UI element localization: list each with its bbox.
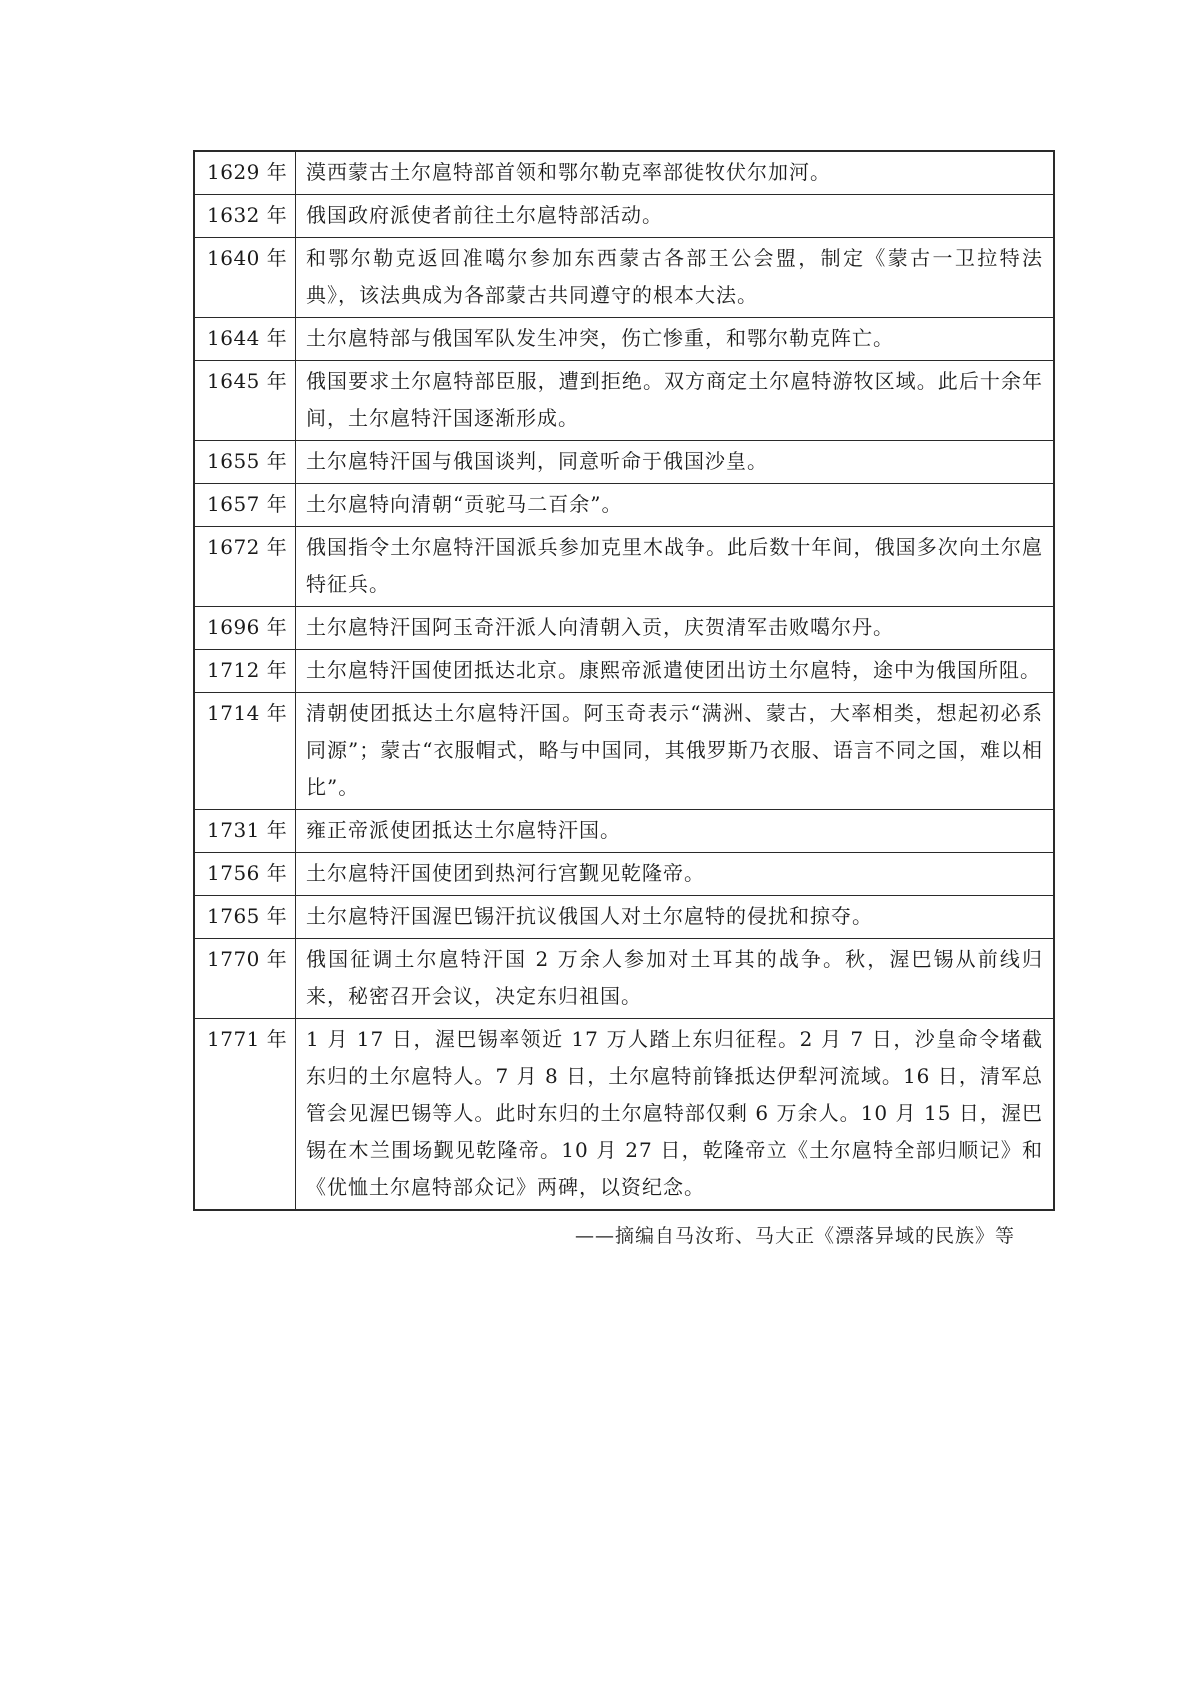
year-cell: 1771 年 xyxy=(194,1019,296,1211)
timeline-row xyxy=(194,650,1054,693)
timeline-row xyxy=(194,484,1054,527)
event-cell: 漠西蒙古土尔扈特部首领和鄂尔勒克率部徙牧伏尔加河。 xyxy=(296,151,1055,195)
year-cell: 1672 年 xyxy=(194,527,296,607)
year-cell: 1644 年 xyxy=(194,318,296,361)
year-cell: 1632 年 xyxy=(194,195,296,238)
event-cell: 俄国要求土尔扈特部臣服，遭到拒绝。双方商定土尔扈特游牧区域。此后十余年间，土尔扈特汗国逐渐形成。 xyxy=(296,361,1055,441)
year-cell: 1756 年 xyxy=(194,853,296,896)
year-cell: 1765 年 xyxy=(194,896,296,939)
timeline-row xyxy=(194,195,1054,238)
timeline-row xyxy=(194,527,1054,607)
timeline-row xyxy=(194,318,1054,361)
timeline-row xyxy=(194,853,1054,896)
year-cell: 1640 年 xyxy=(194,238,296,318)
timeline-row xyxy=(194,939,1054,1019)
source-citation: ——摘编自马汝珩、马大正《漂落异域的民族》等 xyxy=(574,1225,1015,1247)
year-cell: 1657 年 xyxy=(194,484,296,527)
year-cell: 1645 年 xyxy=(194,361,296,441)
year-cell: 1629 年 xyxy=(194,151,296,195)
timeline-row xyxy=(194,361,1054,441)
timeline-row xyxy=(194,607,1054,650)
year-cell: 1696 年 xyxy=(194,607,296,650)
event-cell: 俄国政府派使者前往土尔扈特部活动。 xyxy=(296,195,1055,238)
timeline-row xyxy=(194,238,1054,318)
year-cell: 1712 年 xyxy=(194,650,296,693)
timeline-row xyxy=(194,151,1054,195)
event-cell: 雍正帝派使团抵达土尔扈特汗国。 xyxy=(296,810,1055,853)
event-cell: 土尔扈特汗国阿玉奇汗派人向清朝入贡，庆贺清军击败噶尔丹。 xyxy=(296,607,1055,650)
event-cell: 土尔扈特汗国与俄国谈判，同意听命于俄国沙皇。 xyxy=(296,441,1055,484)
timeline-row xyxy=(194,441,1054,484)
event-cell: 土尔扈特汗国使团到热河行宫觐见乾隆帝。 xyxy=(296,853,1055,896)
event-cell: 土尔扈特汗国使团抵达北京。康熙帝派遣使团出访土尔扈特，途中为俄国所阻。 xyxy=(296,650,1055,693)
event-cell: 1 月 17 日，渥巴锡率领近 17 万人踏上东归征程。2 月 7 日，沙皇命令堵截东归的土尔扈特人。7 月 8 日，土尔扈特前锋抵达伊犁河流域。16 日，清军总管会见渥巴锡等人。此时东归的土尔扈特部仅剩 6 万余人。10 月 15 日，渥巴锡在木兰围场觐见乾隆帝。10 月 27 日，乾隆帝立《土尔扈特全部归顺记》和《优恤土尔扈特部众记》两碑，以资纪念。 xyxy=(296,1019,1055,1211)
timeline-table xyxy=(193,150,1055,1211)
event-cell: 土尔扈特部与俄国军队发生冲突，伤亡惨重，和鄂尔勒克阵亡。 xyxy=(296,318,1055,361)
event-cell: 土尔扈特向清朝“贡驼马二百余”。 xyxy=(296,484,1055,527)
event-cell: 清朝使团抵达土尔扈特汗国。阿玉奇表示“满洲、蒙古，大率相类，想起初必系同源”；蒙古“衣服帽式，略与中国同，其俄罗斯乃衣服、语言不同之国，难以相比”。 xyxy=(296,693,1055,810)
timeline-row xyxy=(194,693,1054,810)
event-cell: 俄国征调土尔扈特汗国 2 万余人参加对土耳其的战争。秋，渥巴锡从前线归来，秘密召开会议，决定东归祖国。 xyxy=(296,939,1055,1019)
year-cell: 1731 年 xyxy=(194,810,296,853)
timeline-row xyxy=(194,896,1054,939)
timeline-row xyxy=(194,1019,1054,1211)
timeline-body xyxy=(194,151,1054,1210)
year-cell: 1655 年 xyxy=(194,441,296,484)
year-cell: 1714 年 xyxy=(194,693,296,810)
event-cell: 和鄂尔勒克返回准噶尔参加东西蒙古各部王公会盟，制定《蒙古一卫拉特法典》，该法典成为各部蒙古共同遵守的根本大法。 xyxy=(296,238,1055,318)
timeline-row xyxy=(194,810,1054,853)
year-cell: 1770 年 xyxy=(194,939,296,1019)
event-cell: 俄国指令土尔扈特汗国派兵参加克里木战争。此后数十年间，俄国多次向土尔扈特征兵。 xyxy=(296,527,1055,607)
timeline-sheet xyxy=(193,150,1055,1211)
event-cell: 土尔扈特汗国渥巴锡汗抗议俄国人对土尔扈特的侵扰和掠夺。 xyxy=(296,896,1055,939)
